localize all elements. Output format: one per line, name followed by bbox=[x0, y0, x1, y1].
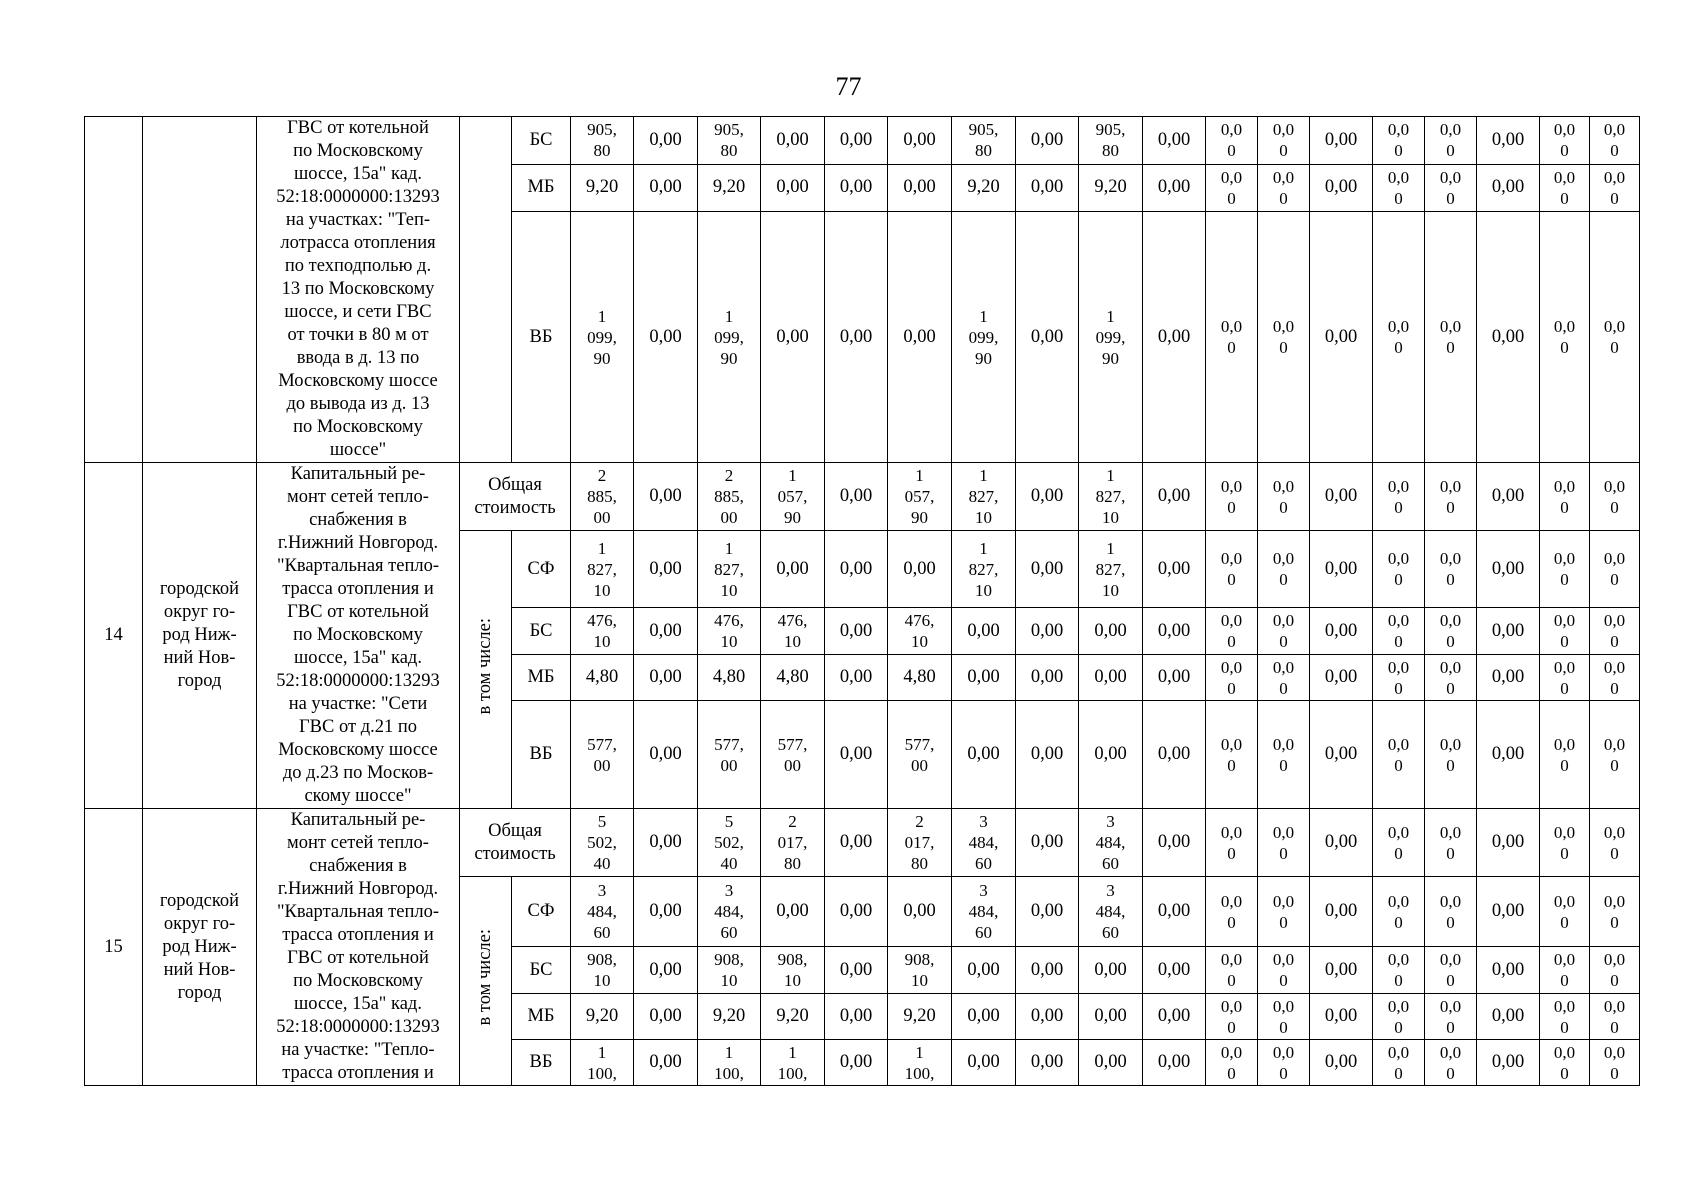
value-cell: 0,0 0 bbox=[1206, 608, 1258, 655]
value-cell: 0,00 bbox=[761, 117, 825, 165]
value-cell: 0,00 bbox=[1016, 809, 1079, 877]
value-cell: 0,00 bbox=[1310, 164, 1373, 212]
value-cell: 0,00 bbox=[634, 117, 698, 165]
region-cell: городской округ го- род Ниж- ний Нов- город bbox=[143, 809, 257, 1086]
value-cell: 0,0 0 bbox=[1590, 947, 1640, 994]
value-cell: 1 099, 90 bbox=[952, 212, 1016, 463]
value-cell: 0,00 bbox=[1477, 877, 1540, 947]
table-row bbox=[85, 117, 1640, 165]
value-cell: 9,20 bbox=[571, 164, 634, 212]
value-cell: 0,00 bbox=[634, 994, 698, 1040]
value-cell: 0,00 bbox=[1016, 212, 1079, 463]
value-cell: 905, 80 bbox=[698, 117, 761, 165]
value-cell: 1 099, 90 bbox=[571, 212, 634, 463]
description-cell: Капитальный ре- монт сетей тепло- снабжения в г.Нижний Новгород. "Квартальная тепло- трасса отопления и ГВС от котельной по Московскому шоссе, 15а" кад. 52:18:0000000:13293 на участке: "Тепло- трасса отопления и bbox=[257, 809, 460, 1086]
funding-source-cell: ВБ bbox=[512, 701, 571, 809]
value-cell: 0,0 0 bbox=[1425, 947, 1477, 994]
value-cell: 0,0 0 bbox=[1206, 877, 1258, 947]
value-cell: 0,0 0 bbox=[1258, 994, 1310, 1040]
value-cell: 0,00 bbox=[825, 117, 888, 165]
value-cell: 0,00 bbox=[1310, 809, 1373, 877]
value-cell: 0,0 0 bbox=[1206, 531, 1258, 608]
value-cell: 0,0 0 bbox=[1373, 531, 1425, 608]
value-cell: 0,0 0 bbox=[1206, 809, 1258, 877]
value-cell: 0,00 bbox=[825, 531, 888, 608]
value-cell: 0,0 0 bbox=[1540, 947, 1590, 994]
value-cell: 0,0 0 bbox=[1258, 947, 1310, 994]
value-cell: 0,00 bbox=[634, 1040, 698, 1086]
value-cell: 0,00 bbox=[825, 994, 888, 1040]
value-cell: 0,0 0 bbox=[1373, 608, 1425, 655]
value-cell: 0,00 bbox=[1079, 994, 1143, 1040]
page-number: 77 bbox=[835, 72, 862, 101]
value-cell: 0,00 bbox=[1310, 877, 1373, 947]
value-cell: 4,80 bbox=[761, 655, 825, 701]
value-cell: 0,00 bbox=[1477, 809, 1540, 877]
value-cell: 9,20 bbox=[698, 164, 761, 212]
value-cell: 0,00 bbox=[1143, 994, 1206, 1040]
value-cell: 0,0 0 bbox=[1373, 655, 1425, 701]
value-cell: 3 484, 60 bbox=[1079, 809, 1143, 877]
value-cell: 0,0 0 bbox=[1373, 809, 1425, 877]
value-cell: 1 827, 10 bbox=[952, 463, 1016, 531]
value-cell: 0,0 0 bbox=[1373, 947, 1425, 994]
value-cell: 0,00 bbox=[1143, 701, 1206, 809]
value-cell: 0,0 0 bbox=[1425, 212, 1477, 463]
value-cell: 0,00 bbox=[1477, 212, 1540, 463]
value-cell: 2 885, 00 bbox=[698, 463, 761, 531]
value-cell: 0,0 0 bbox=[1540, 701, 1590, 809]
value-cell: 0,0 0 bbox=[1373, 117, 1425, 165]
value-cell: 908, 10 bbox=[888, 947, 952, 994]
value-cell: 0,00 bbox=[1143, 164, 1206, 212]
value-cell: 0,00 bbox=[634, 877, 698, 947]
value-cell: 0,0 0 bbox=[1373, 463, 1425, 531]
value-cell: 0,00 bbox=[1016, 701, 1079, 809]
value-cell: 0,00 bbox=[1477, 947, 1540, 994]
value-cell: 1 827, 10 bbox=[698, 531, 761, 608]
value-cell: 905, 80 bbox=[1079, 117, 1143, 165]
funding-source-cell: СФ bbox=[512, 531, 571, 608]
value-cell: 0,00 bbox=[1143, 809, 1206, 877]
value-cell: 1 100, bbox=[888, 1040, 952, 1086]
funding-source-cell: БС bbox=[512, 947, 571, 994]
value-cell: 0,0 0 bbox=[1590, 608, 1640, 655]
value-cell: 0,00 bbox=[952, 701, 1016, 809]
value-cell: 0,0 0 bbox=[1425, 877, 1477, 947]
value-cell: 0,00 bbox=[825, 655, 888, 701]
value-cell: 0,00 bbox=[888, 164, 952, 212]
value-cell: 0,0 0 bbox=[1373, 994, 1425, 1040]
value-cell: 0,00 bbox=[634, 463, 698, 531]
value-cell: 0,00 bbox=[952, 994, 1016, 1040]
row-number-cell bbox=[85, 117, 143, 463]
value-cell: 0,00 bbox=[1477, 655, 1540, 701]
value-cell: 577, 00 bbox=[571, 701, 634, 809]
value-cell: 0,0 0 bbox=[1540, 809, 1590, 877]
value-cell: 2 017, 80 bbox=[761, 809, 825, 877]
value-cell: 476, 10 bbox=[761, 608, 825, 655]
value-cell: 0,0 0 bbox=[1590, 463, 1640, 531]
value-cell: 0,00 bbox=[825, 608, 888, 655]
value-cell: 0,00 bbox=[1310, 947, 1373, 994]
value-cell: 0,00 bbox=[1143, 655, 1206, 701]
value-cell: 0,00 bbox=[761, 212, 825, 463]
value-cell: 577, 00 bbox=[888, 701, 952, 809]
value-cell: 0,00 bbox=[825, 463, 888, 531]
funding-source-cell: МБ bbox=[512, 655, 571, 701]
value-cell: 905, 80 bbox=[571, 117, 634, 165]
value-cell: 0,00 bbox=[1143, 608, 1206, 655]
value-cell: 0,00 bbox=[634, 701, 698, 809]
value-cell: 0,00 bbox=[1016, 531, 1079, 608]
value-cell: 1 827, 10 bbox=[571, 531, 634, 608]
value-cell: 1 100, bbox=[571, 1040, 634, 1086]
value-cell: 0,0 0 bbox=[1590, 701, 1640, 809]
value-cell: 0,00 bbox=[1079, 655, 1143, 701]
value-cell: 0,00 bbox=[761, 531, 825, 608]
value-cell: 0,00 bbox=[1016, 463, 1079, 531]
value-cell: 0,0 0 bbox=[1258, 608, 1310, 655]
value-cell: 908, 10 bbox=[761, 947, 825, 994]
value-cell: 0,00 bbox=[1016, 117, 1079, 165]
value-cell: 476, 10 bbox=[888, 608, 952, 655]
value-cell: 0,0 0 bbox=[1425, 117, 1477, 165]
value-cell: 0,00 bbox=[1477, 994, 1540, 1040]
value-cell: 908, 10 bbox=[571, 947, 634, 994]
value-cell: 1 057, 90 bbox=[888, 463, 952, 531]
value-cell: 3 484, 60 bbox=[571, 877, 634, 947]
funding-source-cell: БС bbox=[512, 608, 571, 655]
value-cell: 0,00 bbox=[1477, 1040, 1540, 1086]
value-cell: 0,00 bbox=[1143, 531, 1206, 608]
value-cell: 0,0 0 bbox=[1373, 164, 1425, 212]
value-cell: 0,0 0 bbox=[1540, 877, 1590, 947]
value-cell: 0,0 0 bbox=[1540, 117, 1590, 165]
value-cell: 0,0 0 bbox=[1258, 655, 1310, 701]
value-cell: 0,00 bbox=[888, 531, 952, 608]
funding-source-cell: МБ bbox=[512, 994, 571, 1040]
value-cell: 0,00 bbox=[952, 947, 1016, 994]
value-cell: 0,00 bbox=[1477, 531, 1540, 608]
value-cell: 0,00 bbox=[1477, 463, 1540, 531]
value-cell: 577, 00 bbox=[761, 701, 825, 809]
value-cell: 0,00 bbox=[825, 947, 888, 994]
value-cell: 0,0 0 bbox=[1590, 809, 1640, 877]
value-cell: 0,00 bbox=[888, 117, 952, 165]
value-cell: 0,0 0 bbox=[1206, 947, 1258, 994]
value-cell: 0,00 bbox=[1310, 117, 1373, 165]
value-cell: 0,0 0 bbox=[1206, 655, 1258, 701]
value-cell: 0,00 bbox=[1079, 947, 1143, 994]
value-cell: 3 484, 60 bbox=[1079, 877, 1143, 947]
value-cell: 0,00 bbox=[1143, 117, 1206, 165]
value-cell: 0,00 bbox=[1310, 994, 1373, 1040]
value-cell: 0,00 bbox=[1477, 701, 1540, 809]
value-cell: 0,00 bbox=[1477, 117, 1540, 165]
region-cell: городской округ го- род Ниж- ний Нов- город bbox=[143, 463, 257, 809]
value-cell: 1 827, 10 bbox=[952, 531, 1016, 608]
value-cell: 0,0 0 bbox=[1258, 877, 1310, 947]
value-cell: 2 885, 00 bbox=[571, 463, 634, 531]
value-cell: 0,00 bbox=[1016, 608, 1079, 655]
value-cell: 0,00 bbox=[1310, 1040, 1373, 1086]
value-cell: 0,00 bbox=[1143, 212, 1206, 463]
description-cell: ГВС от котельной по Московскому шоссе, 15а" кад. 52:18:0000000:13293 на участках: "Теп- лотрасса отопления по техподполью д. 13 по Московскому шоссе, и сети ГВС от точки в 80 м от ввода в д. 13 по Московскому шоссе до вывода из д. 13 по Московскому шоссе" bbox=[257, 117, 460, 463]
value-cell: 0,0 0 bbox=[1425, 531, 1477, 608]
value-cell: 0,0 0 bbox=[1373, 701, 1425, 809]
value-cell: 1 100, bbox=[698, 1040, 761, 1086]
value-cell: 9,20 bbox=[761, 994, 825, 1040]
value-cell: 0,0 0 bbox=[1206, 463, 1258, 531]
value-cell: 0,00 bbox=[952, 608, 1016, 655]
value-cell: 0,0 0 bbox=[1590, 994, 1640, 1040]
value-cell: 0,0 0 bbox=[1258, 212, 1310, 463]
value-cell: 0,00 bbox=[761, 877, 825, 947]
value-cell: 0,0 0 bbox=[1373, 877, 1425, 947]
value-cell: 0,0 0 bbox=[1258, 463, 1310, 531]
value-cell: 476, 10 bbox=[698, 608, 761, 655]
value-cell: 0,0 0 bbox=[1540, 212, 1590, 463]
value-cell: 0,0 0 bbox=[1590, 531, 1640, 608]
value-cell: 0,00 bbox=[1016, 164, 1079, 212]
value-cell: 0,0 0 bbox=[1425, 164, 1477, 212]
value-cell: 0,00 bbox=[1079, 1040, 1143, 1086]
value-cell: 0,0 0 bbox=[1425, 809, 1477, 877]
value-cell: 9,20 bbox=[698, 994, 761, 1040]
value-cell: 1 100, bbox=[761, 1040, 825, 1086]
value-cell: 9,20 bbox=[952, 164, 1016, 212]
description-cell: Капитальный ре- монт сетей тепло- снабжения в г.Нижний Новгород. "Квартальная тепло- трасса отопления и ГВС от котельной по Московскому шоссе, 15а" кад. 52:18:0000000:13293 на участке: "Сети ГВС от д.21 по Московскому шоссе до д.23 по Москов- скому шоссе" bbox=[257, 463, 460, 809]
value-cell: 0,00 bbox=[1143, 463, 1206, 531]
value-cell: 5 502, 40 bbox=[698, 809, 761, 877]
value-cell: 9,20 bbox=[888, 994, 952, 1040]
budget-table bbox=[84, 116, 1640, 1086]
value-cell: 0,00 bbox=[952, 1040, 1016, 1086]
value-cell: 0,00 bbox=[634, 809, 698, 877]
value-cell: 3 484, 60 bbox=[698, 877, 761, 947]
value-cell: 0,0 0 bbox=[1206, 117, 1258, 165]
funding-source-cell: СФ bbox=[512, 877, 571, 947]
value-cell: 905, 80 bbox=[952, 117, 1016, 165]
value-cell: 1 057, 90 bbox=[761, 463, 825, 531]
funding-source-cell: ВБ bbox=[512, 212, 571, 463]
value-cell: 0,00 bbox=[1016, 1040, 1079, 1086]
value-cell: 9,20 bbox=[571, 994, 634, 1040]
value-cell: 0,00 bbox=[1079, 701, 1143, 809]
value-cell: 0,00 bbox=[1310, 463, 1373, 531]
value-cell: 0,00 bbox=[634, 947, 698, 994]
vertical-label-cell bbox=[460, 531, 512, 809]
value-cell: 0,0 0 bbox=[1425, 463, 1477, 531]
value-cell: 3 484, 60 bbox=[952, 809, 1016, 877]
value-cell: 0,0 0 bbox=[1425, 1040, 1477, 1086]
value-cell: 0,00 bbox=[1016, 877, 1079, 947]
value-cell: 577, 00 bbox=[698, 701, 761, 809]
value-cell: 1 099, 90 bbox=[698, 212, 761, 463]
value-cell: 0,00 bbox=[825, 1040, 888, 1086]
value-cell: 0,00 bbox=[825, 701, 888, 809]
value-cell: 2 017, 80 bbox=[888, 809, 952, 877]
value-cell: 0,0 0 bbox=[1590, 655, 1640, 701]
region-cell bbox=[143, 117, 257, 463]
value-cell: 0,00 bbox=[1016, 947, 1079, 994]
value-cell: 0,00 bbox=[952, 655, 1016, 701]
total-cost-label-cell: Общая стоимость bbox=[460, 463, 571, 531]
value-cell: 0,0 0 bbox=[1373, 1040, 1425, 1086]
value-cell: 0,00 bbox=[1016, 655, 1079, 701]
funding-source-cell: БС bbox=[512, 117, 571, 165]
value-cell: 0,00 bbox=[1477, 608, 1540, 655]
value-cell: 0,00 bbox=[634, 212, 698, 463]
value-cell: 0,00 bbox=[1310, 655, 1373, 701]
value-cell: 0,00 bbox=[1143, 877, 1206, 947]
value-cell: 0,00 bbox=[1310, 531, 1373, 608]
value-cell: 3 484, 60 bbox=[952, 877, 1016, 947]
value-cell: 0,0 0 bbox=[1206, 994, 1258, 1040]
value-cell: 5 502, 40 bbox=[571, 809, 634, 877]
value-cell: 0,0 0 bbox=[1206, 164, 1258, 212]
value-cell: 0,00 bbox=[825, 877, 888, 947]
value-cell: 1 827, 10 bbox=[1079, 531, 1143, 608]
value-cell: 0,00 bbox=[888, 212, 952, 463]
in-total-label: в том числе: bbox=[475, 617, 495, 715]
value-cell: 0,0 0 bbox=[1540, 1040, 1590, 1086]
in-total-label: в том числе: bbox=[475, 929, 495, 1026]
value-cell: 0,00 bbox=[1310, 701, 1373, 809]
value-cell: 0,00 bbox=[1310, 608, 1373, 655]
value-cell: 0,0 0 bbox=[1425, 701, 1477, 809]
value-cell: 0,0 0 bbox=[1590, 1040, 1640, 1086]
row-number-cell: 15 bbox=[85, 809, 143, 1086]
value-cell: 0,00 bbox=[1079, 608, 1143, 655]
value-cell: 0,00 bbox=[1477, 164, 1540, 212]
value-cell: 0,0 0 bbox=[1258, 1040, 1310, 1086]
value-cell: 4,80 bbox=[698, 655, 761, 701]
total-cost-label-cell: Общая стоимость bbox=[460, 809, 571, 877]
value-cell: 0,0 0 bbox=[1540, 608, 1590, 655]
funding-source-cell: МБ bbox=[512, 164, 571, 212]
value-cell: 476, 10 bbox=[571, 608, 634, 655]
value-cell: 0,0 0 bbox=[1258, 531, 1310, 608]
value-cell: 1 827, 10 bbox=[1079, 463, 1143, 531]
funding-source-cell: ВБ bbox=[512, 1040, 571, 1086]
value-cell: 0,0 0 bbox=[1590, 212, 1640, 463]
value-cell: 0,0 0 bbox=[1590, 117, 1640, 165]
value-cell: 0,00 bbox=[825, 809, 888, 877]
value-cell: 0,0 0 bbox=[1258, 809, 1310, 877]
value-cell: 0,00 bbox=[1016, 994, 1079, 1040]
value-cell: 0,0 0 bbox=[1258, 117, 1310, 165]
value-cell: 0,0 0 bbox=[1425, 655, 1477, 701]
value-cell: 0,0 0 bbox=[1590, 877, 1640, 947]
value-cell: 0,0 0 bbox=[1425, 608, 1477, 655]
value-cell: 0,0 0 bbox=[1206, 1040, 1258, 1086]
value-cell: 0,0 0 bbox=[1258, 701, 1310, 809]
value-cell: 4,80 bbox=[888, 655, 952, 701]
value-cell: 0,0 0 bbox=[1373, 212, 1425, 463]
value-cell: 0,0 0 bbox=[1206, 212, 1258, 463]
value-cell: 0,00 bbox=[1143, 947, 1206, 994]
value-cell: 0,0 0 bbox=[1540, 994, 1590, 1040]
value-cell: 1 099, 90 bbox=[1079, 212, 1143, 463]
value-cell: 9,20 bbox=[1079, 164, 1143, 212]
value-cell: 0,0 0 bbox=[1206, 701, 1258, 809]
value-cell: 0,0 0 bbox=[1258, 164, 1310, 212]
value-cell: 0,0 0 bbox=[1540, 531, 1590, 608]
value-cell: 0,00 bbox=[825, 212, 888, 463]
vertical-label-cell bbox=[460, 877, 512, 1086]
row-number-cell: 14 bbox=[85, 463, 143, 809]
value-cell: 0,00 bbox=[761, 164, 825, 212]
value-cell: 4,80 bbox=[571, 655, 634, 701]
value-cell: 0,00 bbox=[888, 877, 952, 947]
value-cell: 0,00 bbox=[825, 164, 888, 212]
value-cell: 0,0 0 bbox=[1425, 994, 1477, 1040]
value-cell: 0,00 bbox=[1143, 1040, 1206, 1086]
value-cell: 0,0 0 bbox=[1540, 463, 1590, 531]
value-cell: 0,0 0 bbox=[1540, 655, 1590, 701]
table-row bbox=[85, 463, 1640, 531]
value-cell: 0,0 0 bbox=[1590, 164, 1640, 212]
vertical-label-cell bbox=[460, 117, 512, 463]
value-cell: 0,00 bbox=[634, 608, 698, 655]
value-cell: 0,00 bbox=[634, 531, 698, 608]
value-cell: 0,0 0 bbox=[1540, 164, 1590, 212]
value-cell: 0,00 bbox=[1310, 212, 1373, 463]
value-cell: 0,00 bbox=[634, 164, 698, 212]
value-cell: 0,00 bbox=[634, 655, 698, 701]
value-cell: 908, 10 bbox=[698, 947, 761, 994]
table-row bbox=[85, 809, 1640, 877]
